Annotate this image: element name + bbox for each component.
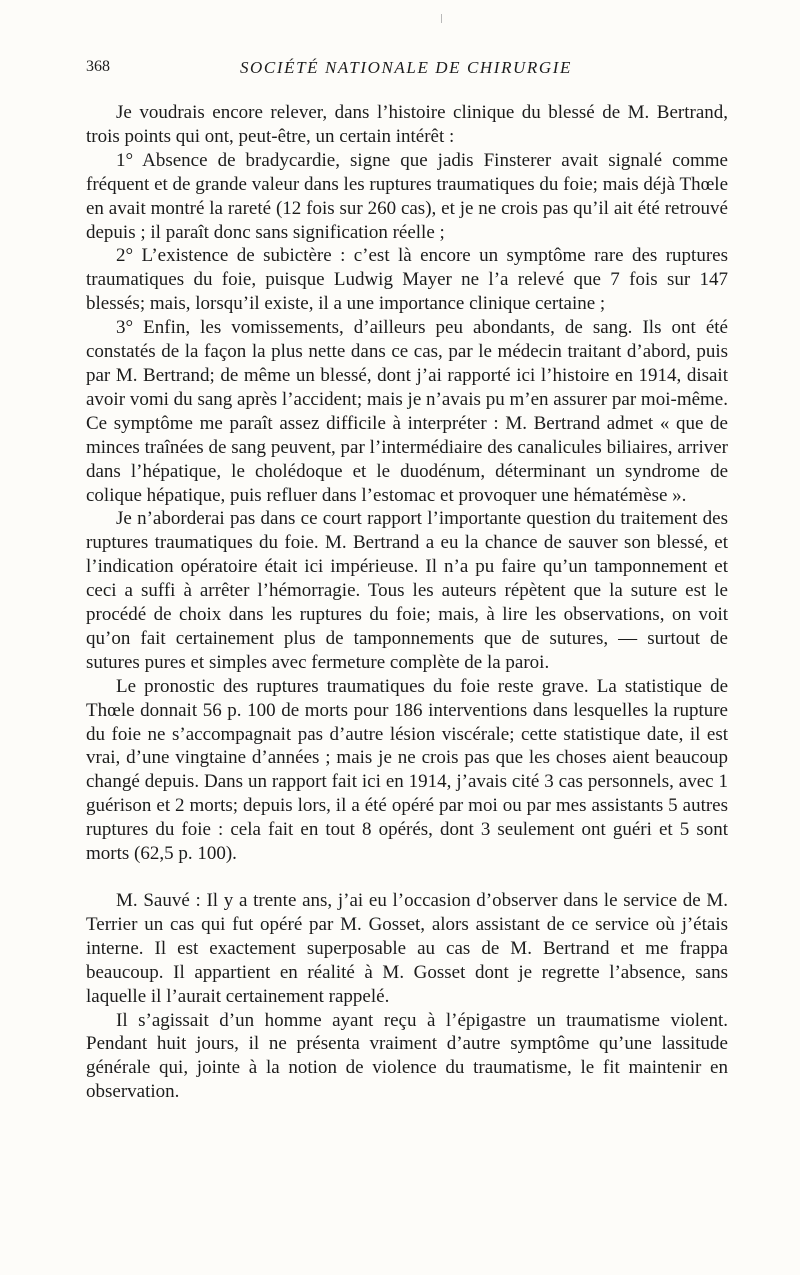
body-text: [86, 101, 728, 1104]
page-number: 368: [86, 58, 110, 75]
paragraph-treatment: Je n’aborderai pas dans ce court rapport l’importante question du traitement des ruptures traumatiques du foie. M. Bertrand a eu la chance de sauver son blessé, et l’indication opératoire était ici impérieuse. Il n’a pu faire qu’un tamponnement et ceci a suffi à arrêter l’hémorragie. Tous les auteurs répètent que la suture est le procédé de choix dans les ruptures du foie; mais, à lire les observations, on voit qu’on fait certainement plus de tamponnements que de sutures, — surtout de sutures pures et simples avec fermeture complète de la paroi.: [86, 508, 728, 673]
paragraph-point-3: 3° Enfin, les vomissements, d’ailleurs peu abondants, de sang. Ils ont été constatés de la façon la plus nette dans ce cas, par le médecin traitant d’abord, puis par M. Bertrand; de même un blessé, dont j’ai rapporté ici l’histoire en 1914, disait avoir vomi du sang après l’accident; mais je n’avais pu m’en assurer par moi-même. Ce symptôme me paraît assez difficile à interpréter : M. Bertrand admet « que de minces traînées de sang peuvent, par l’intermédiaire des canalicules biliaires, arriver dans l’hépatique, le cholédoque et le duodénum, déterminant un syndrome de colique hépatique, puis refluer dans l’estomac et provoquer une hématémèse ».: [86, 317, 728, 506]
paragraph-point-1: 1° Absence de bradycardie, signe que jadis Finsterer avait signalé comme fréquent et de grande valeur dans les ruptures traumatiques du foie; mais déjà Thœle en avait montré la rareté (12 fois sur 260 cas), et je ne crois pas qu’il ait été retrouvé depuis ; il paraît donc sans signification réelle ;: [86, 149, 728, 243]
paragraph-case: Il s’agissait d’un homme ayant reçu à l’épigastre un traumatisme violent. Pendant huit jours, il ne présenta vraiment d’autre symptôme qu’une lassitude générale qui, jointe à la notion de violence du traumatisme, le fit maintenir en observation.: [86, 1009, 728, 1103]
page-header: [86, 58, 726, 84]
paragraph-point-2: 2° L’existence de subictère : c’est là encore un symptôme rare des ruptures traumatiques du foie, puisque Ludwig Mayer ne l’a relevé que 7 fois sur 147 blessés; mais, lorsqu’il existe, il a une importance clinique certaine ;: [86, 245, 728, 315]
scan-mark: [441, 14, 442, 23]
running-title: SOCIÉTÉ NATIONALE DE CHIRURGIE: [239, 58, 573, 77]
paragraph-prognosis: Le pronostic des ruptures traumatiques du foie reste grave. La statistique de Thœle donnait 56 p. 100 de morts pour 186 interventions dans lesquelles la rupture du foie ne s’accompagnait pas d’autre lésion viscérale; cette statistique date, il est vrai, d’une vingtaine d’années ; mais je ne crois pas que les choses aient beaucoup changé depuis. Dans un rapport fait ici en 1914, j’avais cité 3 cas personnels, avec 1 guérison et 2 morts; depuis lors, il a été opéré par moi ou par mes assistants 5 autres ruptures du foie : cela fait en tout 8 opérés, dont 3 seulement ont guéri et 5 sont morts (62,5 p. 100).: [86, 675, 728, 865]
paragraph-sauve: M. Sauvé : Il y a trente ans, j’ai eu l’occasion d’observer dans le service de M. Terrier un cas qui fut opéré par M. Gosset, alors assistant de ce service où j’étais interne. Il est exactement superposable au cas de M. Bertrand et me frappa beaucoup. Il appartient en réalité à M. Gosset dont je regrette l’absence, sans laquelle il l’aurait certainement rappelé.: [86, 890, 728, 1007]
paragraph-intro: Je voudrais encore relever, dans l’histoire clinique du blessé de M. Bertrand, trois points qui ont, peut-être, un certain intérêt :: [86, 102, 728, 147]
